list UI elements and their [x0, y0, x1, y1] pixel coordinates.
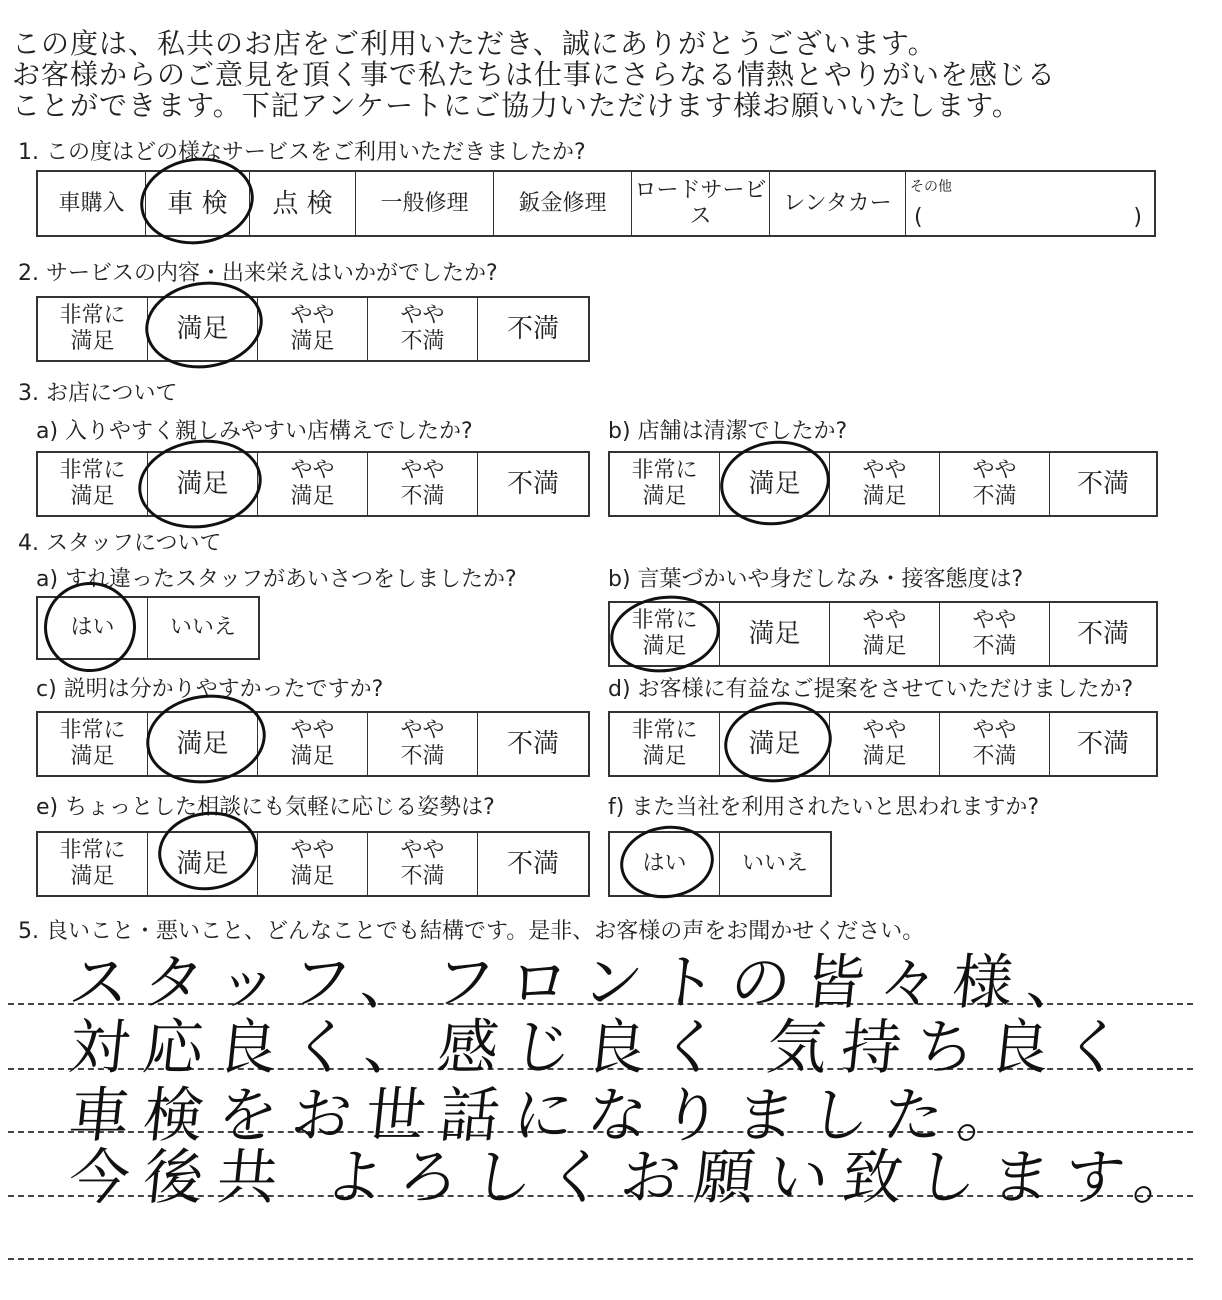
q4c-options: [36, 711, 590, 777]
q4c-option-satisfied[interactable]: 満足: [148, 713, 258, 775]
q3b-option-somewhat-satisfied[interactable]: やや 満足: [830, 453, 940, 515]
q4b-question: b) 言葉づかいや身だしなみ・接客態度は?: [608, 567, 1024, 592]
q4f-option-yes[interactable]: はい: [610, 833, 720, 895]
q4c-option-somewhat-satisfied[interactable]: やや 満足: [258, 713, 368, 775]
q3a-question: a) 入りやすく親しみやすい店構えでしたか?: [36, 419, 473, 444]
q1-other-paren-close: ): [1133, 205, 1142, 230]
q4c-option-dissatisfied[interactable]: 不満: [506, 729, 559, 759]
intro-line: ことができます。下記アンケートにご協力いただけます様お願いいたします。: [12, 89, 1021, 122]
q1-option-inspection[interactable]: 車 検: [146, 172, 250, 235]
q1-options: [36, 170, 1156, 237]
comment-handwritten-line: 対応良く、感じ良く 気持ち良く: [65, 1013, 1142, 1083]
q4d-question: d) お客様に有益なご提案をさせていただけましたか?: [608, 677, 1134, 702]
q4e-option-satisfied[interactable]: 満足: [148, 833, 258, 895]
q3b-option-somewhat-dissatisfied[interactable]: やや 不満: [940, 453, 1050, 515]
q3b-option-satisfied[interactable]: 満足: [720, 453, 830, 515]
q3a-option-somewhat-satisfied[interactable]: やや 満足: [258, 453, 368, 515]
q4b-option-very-satisfied[interactable]: 非常に 満足: [610, 603, 720, 665]
q1-option-general-repair[interactable]: 一般修理: [356, 172, 494, 235]
q4e-option-dissatisfied[interactable]: 不満: [506, 849, 559, 879]
intro-line: この度は、私共のお店をご利用いただき、誠にありがとうございます。: [12, 27, 937, 60]
q3a-option-very-satisfied[interactable]: 非常に 満足: [38, 453, 148, 515]
q4c-option-very-satisfied[interactable]: 非常に 満足: [38, 713, 148, 775]
q1-option-check[interactable]: 点 検: [250, 172, 356, 235]
q4f-option-no[interactable]: いいえ: [741, 851, 808, 876]
q4b-option-somewhat-dissatisfied[interactable]: やや 不満: [940, 603, 1050, 665]
q2-option-somewhat-satisfied[interactable]: やや 満足: [258, 298, 368, 360]
q4a-option-no[interactable]: いいえ: [169, 615, 236, 640]
q3b-question: b) 店舗は清潔でしたか?: [608, 419, 848, 444]
q3a-options: [36, 451, 590, 517]
q4c-question: c) 説明は分かりやすかったですか?: [36, 677, 384, 702]
q4c-option-somewhat-dissatisfied[interactable]: やや 不満: [368, 713, 478, 775]
q1-option-road-service[interactable]: ロードサービス: [632, 172, 770, 235]
q5-question: 5. 良いこと・悪いこと、どんなことでも結構です。是非、お客様の声をお聞かせください。: [18, 919, 925, 944]
q2-option-very-satisfied[interactable]: 非常に 満足: [38, 298, 148, 360]
q3-heading: 3. お店について: [18, 381, 178, 406]
q2-option-dissatisfied[interactable]: 不満: [506, 314, 559, 344]
comment-handwritten-line: 今後共 よろしくお願い致します。: [65, 1143, 1212, 1213]
q4b-option-dissatisfied[interactable]: 不満: [1076, 619, 1129, 649]
intro-line: お客様からのご意見を頂く事で私たちは仕事にさらなる情熱とやりがいを感じる: [12, 58, 1057, 91]
q3b-option-dissatisfied[interactable]: 不満: [1076, 469, 1129, 499]
q1-other-paren-open: (: [914, 205, 923, 230]
q4f-question: f) また当社を利用されたいと思われますか?: [608, 795, 1039, 820]
q4f-options: [608, 831, 832, 897]
q1-option-car-purchase[interactable]: 車購入: [38, 172, 146, 235]
q2-question: 2. サービスの内容・出来栄えはいかがでしたか?: [18, 261, 498, 286]
q4-heading: 4. スタッフについて: [18, 531, 222, 556]
q4e-option-very-satisfied[interactable]: 非常に 満足: [38, 833, 148, 895]
q4d-option-satisfied[interactable]: 満足: [720, 713, 830, 775]
q4e-option-somewhat-satisfied[interactable]: やや 満足: [258, 833, 368, 895]
comment-line: [8, 1258, 1193, 1260]
comment-handwritten-line: 車検をお世話になりました。: [65, 1081, 1036, 1151]
q3a-option-satisfied[interactable]: 満足: [148, 453, 258, 515]
q1-option-rental-car[interactable]: レンタカー: [770, 172, 906, 235]
q4d-option-somewhat-satisfied[interactable]: やや 満足: [830, 713, 940, 775]
comment-handwritten-line: スタッフ、フロントの皆々様、: [65, 948, 1105, 1018]
q3a-option-somewhat-dissatisfied[interactable]: やや 不満: [368, 453, 478, 515]
q4b-option-somewhat-satisfied[interactable]: やや 満足: [830, 603, 940, 665]
q4b-option-satisfied[interactable]: 満足: [720, 603, 830, 665]
q1-other-label: その他: [910, 179, 952, 195]
q4d-options: [608, 711, 1158, 777]
q1-option-sheet-metal[interactable]: 鈑金修理: [494, 172, 632, 235]
q3b-option-very-satisfied[interactable]: 非常に 満足: [610, 453, 720, 515]
q4a-options: [36, 596, 260, 660]
q2-option-somewhat-dissatisfied[interactable]: やや 不満: [368, 298, 478, 360]
q2-option-satisfied[interactable]: 満足: [148, 298, 258, 360]
intro-text: [12, 28, 1212, 121]
q3b-options: [608, 451, 1158, 517]
q1-question: 1. この度はどの様なサービスをご利用いただきましたか?: [18, 140, 586, 165]
q4e-question: e) ちょっとした相談にも気軽に応じる姿勢は?: [36, 795, 495, 820]
q4a-question: a) すれ違ったスタッフがあいさつをしましたか?: [36, 567, 517, 592]
q3a-option-dissatisfied[interactable]: 不満: [506, 469, 559, 499]
q4a-option-yes[interactable]: はい: [38, 598, 148, 658]
q4e-options: [36, 831, 590, 897]
q4d-option-dissatisfied[interactable]: 不満: [1076, 729, 1129, 759]
q1-option-other[interactable]: [906, 172, 1154, 235]
q4e-option-somewhat-dissatisfied[interactable]: やや 不満: [368, 833, 478, 895]
q4d-option-very-satisfied[interactable]: 非常に 満足: [610, 713, 720, 775]
q2-options: [36, 296, 590, 362]
q4b-options: [608, 601, 1158, 667]
q4d-option-somewhat-dissatisfied[interactable]: やや 不満: [940, 713, 1050, 775]
